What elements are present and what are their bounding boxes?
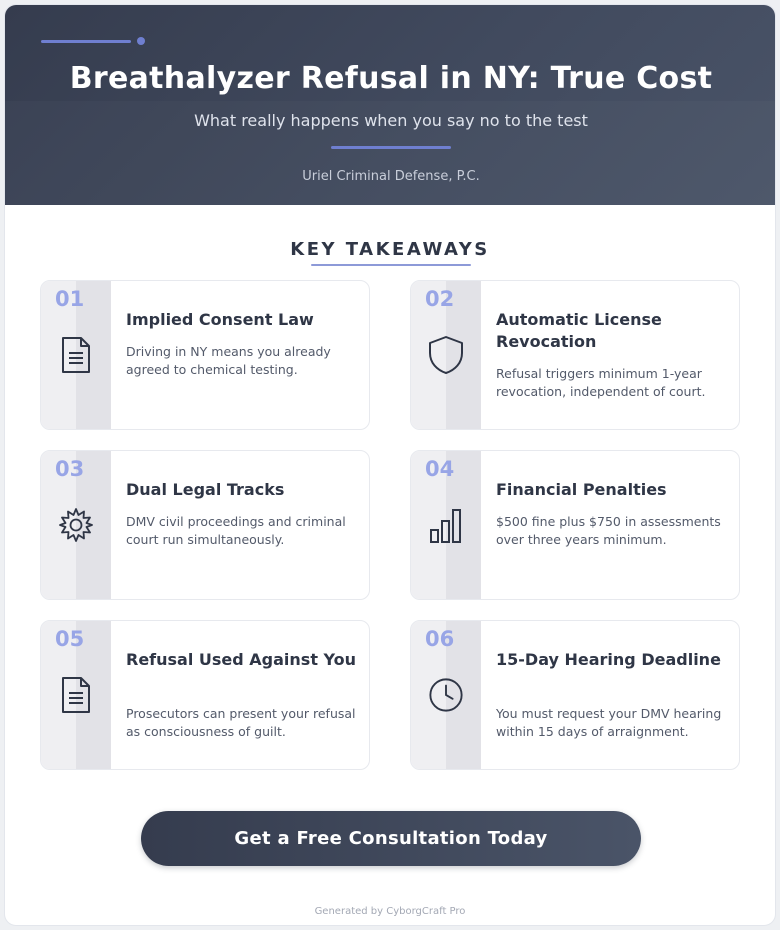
takeaway-card-financial-penalties: [410, 450, 740, 600]
footer-credit: Generated by CyborgCraft Pro: [314, 906, 466, 917]
card-title: Dual Legal Tracks: [126, 480, 285, 499]
card-number: 05: [55, 627, 85, 651]
card-number: 04: [425, 457, 455, 481]
section-title: KEY TAKEAWAYS: [290, 239, 490, 260]
header-banner: [5, 5, 776, 205]
card-title: 15-Day Hearing Deadline: [496, 650, 721, 669]
shield-icon: [428, 335, 464, 375]
clock-icon: [428, 675, 464, 715]
card-title: Refusal Used Against You: [126, 650, 357, 669]
gear-icon: [58, 505, 94, 545]
card-number: 02: [425, 287, 455, 311]
takeaway-card-dual-tracks: [40, 450, 370, 600]
firm-name: Uriel Criminal Defense, P.C.: [302, 169, 480, 184]
card-title: Automatic License Revocation: [496, 310, 662, 351]
card-description: You must request your DMV hearing within 15 days of arraignment.: [496, 706, 722, 739]
bar-chart-icon: [428, 505, 464, 545]
takeaway-card-refusal-evidence: [40, 620, 370, 770]
document-icon: [58, 675, 94, 715]
page-subtitle: What really happens when you say no to the test: [194, 111, 588, 130]
header-decorative-line: [41, 40, 131, 43]
free-consultation-button[interactable]: Get a Free Consultation Today: [141, 811, 641, 866]
takeaway-card-hearing-deadline: [410, 620, 740, 770]
document-icon: [58, 335, 94, 375]
takeaway-card-license-revocation: [410, 280, 740, 430]
card-description: $500 fine plus $750 in assessments over three years minimum.: [496, 514, 721, 547]
card-description: Driving in NY means you already agreed to chemical testing.: [126, 344, 331, 377]
card-description: Prosecutors can present your refusal as consciousness of guilt.: [126, 706, 356, 739]
card-number: 01: [55, 287, 85, 311]
header-accent-line: [331, 146, 451, 149]
takeaway-card-implied-consent: [40, 280, 370, 430]
card-description: DMV civil proceedings and criminal court run simultaneously.: [126, 514, 346, 547]
card-number: 06: [425, 627, 455, 651]
card-number: 03: [55, 457, 85, 481]
card-title: Financial Penalties: [496, 480, 667, 499]
card-description: Refusal triggers minimum 1-year revocation, independent of court.: [496, 366, 706, 399]
page-title: Breathalyzer Refusal in NY: True Cost: [69, 61, 713, 96]
infographic-page: [4, 4, 776, 926]
header-decorative-dot: [137, 37, 145, 45]
card-title: Implied Consent Law: [126, 310, 314, 329]
section-underline: [311, 264, 471, 266]
